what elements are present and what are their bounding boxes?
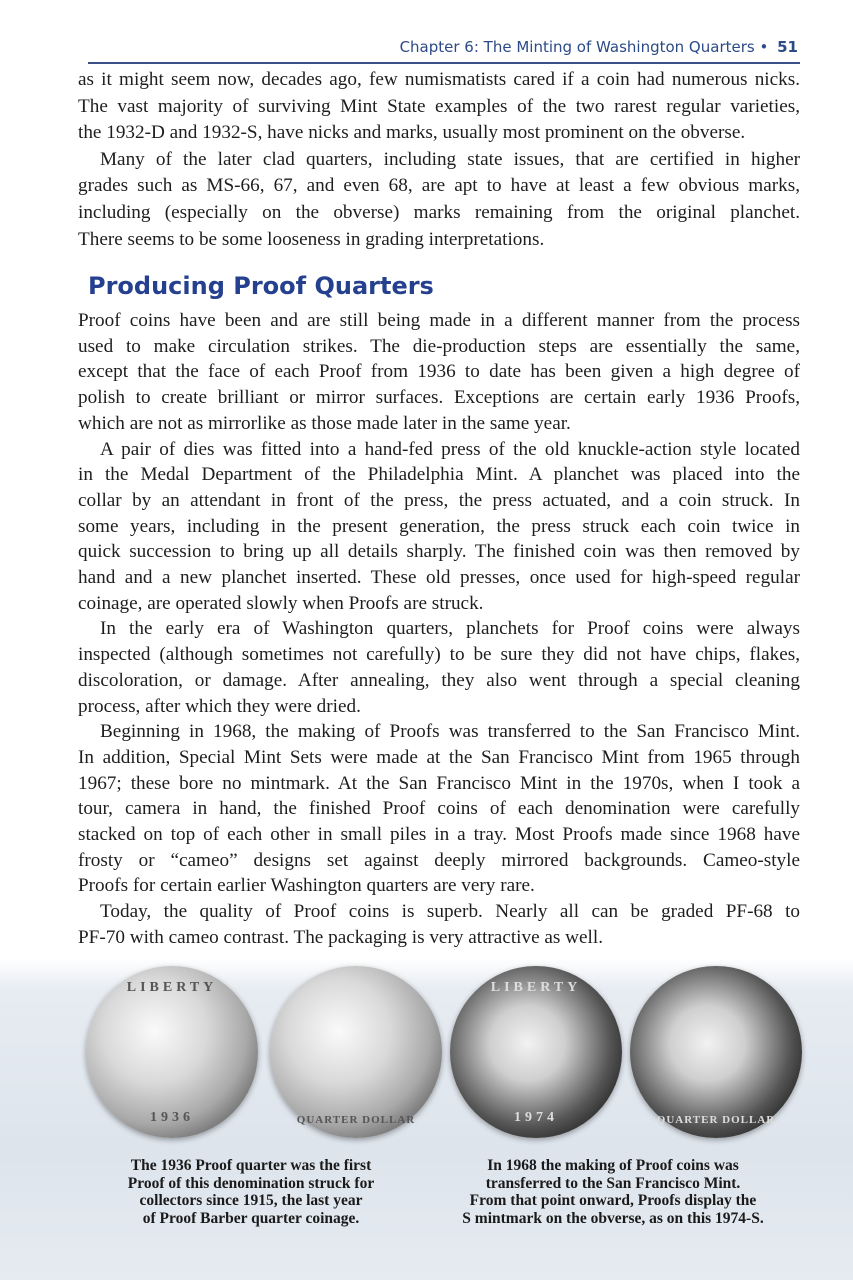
text-line: stacked on top of each other in small piles in a tray. Most Proofs made since 1968 have [78,824,800,846]
chapter-title: Chapter 6: The Minting of Washington Quarters [399,38,755,56]
text-line: inspected (although sometimes not carefully) to be sure they did not have chips, flakes, [78,644,800,666]
text-line: the 1932-D and 1932-S, have nicks and marks, usually most prominent on the obverse. [78,122,746,144]
text-line: S mintmark on the obverse, as on this 1974-S. [462,1209,764,1227]
text-line: From that point onward, Proofs display the [469,1192,757,1209]
text-line: In addition, Special Mint Sets were made at the San Francisco Mint from 1965 through [78,746,800,768]
text-line: grades such as MS-66, 67, and even 68, are apt to have at least a few obvious marks, [78,175,800,197]
coin-legend: QUARTER DOLLAR [296,1114,416,1126]
text-line: collectors since 1915, the last year [139,1192,363,1209]
header-rule [88,62,800,64]
text-line: Proofs for certain earlier Washington quarters are very rare. [78,875,535,897]
text-line: Proof coins have been and are still being made in a different manner from the process [78,310,800,331]
text-line: hand and a new planchet inserted. These old presses, once used for high-speed regular [78,567,800,589]
text-line: some years, including in the present generation, the press struck each coin twice in [78,515,800,537]
text-line: coinage, are operated slowly when Proofs are struck. [78,592,484,614]
text-line: including (especially on the obverse) marks remaining from the original planchet. [78,201,800,223]
text-line: polish to create brilliant or mirror surfaces. Exceptions are certain early 1936 Proofs, [78,387,800,409]
text-line: discoloration, or damage. After annealing, they also went through a special cleaning [78,669,800,691]
text-line: The vast majority of surviving Mint State examples of the two rarest regular varieties, [78,95,800,117]
text-line: quick succession to bring up all details sharply. The finished coin was then removed by [78,541,800,563]
coin-date: 1974 [514,1110,558,1125]
text-line: of Proof Barber quarter coinage. [142,1209,360,1227]
coin-1936-reverse [270,966,442,1138]
text-line: except that the face of each Proof from 1936 to date has been given a high degree of [78,361,800,383]
text-line: tour, camera in hand, the finished Proof coins of each denomination were carefully [78,798,800,820]
text-line: Many of the later clad quarters, including state issues, that are certified in higher [100,148,800,170]
text-line: 1967; these bore no mintmark. At the San Francisco Mint in the 1970s, when I took a [78,772,800,794]
coin-date: 1936 [150,1110,194,1125]
text-line: In 1968 the making of Proof coins was [487,1157,739,1174]
text-line: process, after which they were dried. [78,695,361,717]
coin-1936-obverse [86,966,258,1138]
text-line: A pair of dies was fitted into a hand-fed press of the old knuckle-action style located [100,438,800,460]
section-body [78,308,800,951]
coin-1974s-reverse [630,966,802,1138]
coin-legend: LIBERTY [490,980,582,995]
coin-legend: QUARTER DOLLAR [656,1114,776,1126]
text-line: Today, the quality of Proof coins is superb. Nearly all can be graded PF-68 to [100,901,800,923]
text-line: In the early era of Washington quarters, planchets for Proof coins were always [100,618,800,640]
text-line: PF-70 with cameo contrast. The packaging is very attractive as well. [78,926,604,948]
caption-right [448,1157,778,1227]
coin-1974s-obverse [450,966,622,1138]
text-line: as it might seem now, decades ago, few numismatists cared if a coin had numerous nicks. [78,69,800,90]
caption-left [86,1157,416,1227]
text-line: which are not as mirrorlike as those made later in the same year. [78,412,571,434]
section-heading: Producing Proof Quarters [88,272,434,300]
page-number: 51 [777,38,798,56]
text-line: frosty or “cameo” designs set against deeply mirrored backgrounds. Cameo-style [78,849,800,871]
text-line: Beginning in 1968, the making of Proofs was transferred to the San Francisco Mint. [100,721,800,743]
running-header [88,38,798,56]
text-line: collar by an attendant in front of the press, the press actuated, and a coin struck. In [78,489,800,511]
text-line: The 1936 Proof quarter was the first [130,1157,372,1174]
text-line: Proof of this denomination struck for [127,1174,375,1192]
bullet: • [759,38,769,56]
text-line: There seems to be some looseness in grading interpretations. [78,228,545,250]
text-line: used to make circulation strikes. The die-production steps are essentially the same, [78,335,800,357]
intro-text [78,67,800,253]
coin-legend: LIBERTY [126,980,218,995]
text-line: in the Medal Department of the Philadelphia Mint. A planchet was placed into the [78,464,800,486]
text-line: transferred to the San Francisco Mint. [485,1174,741,1192]
